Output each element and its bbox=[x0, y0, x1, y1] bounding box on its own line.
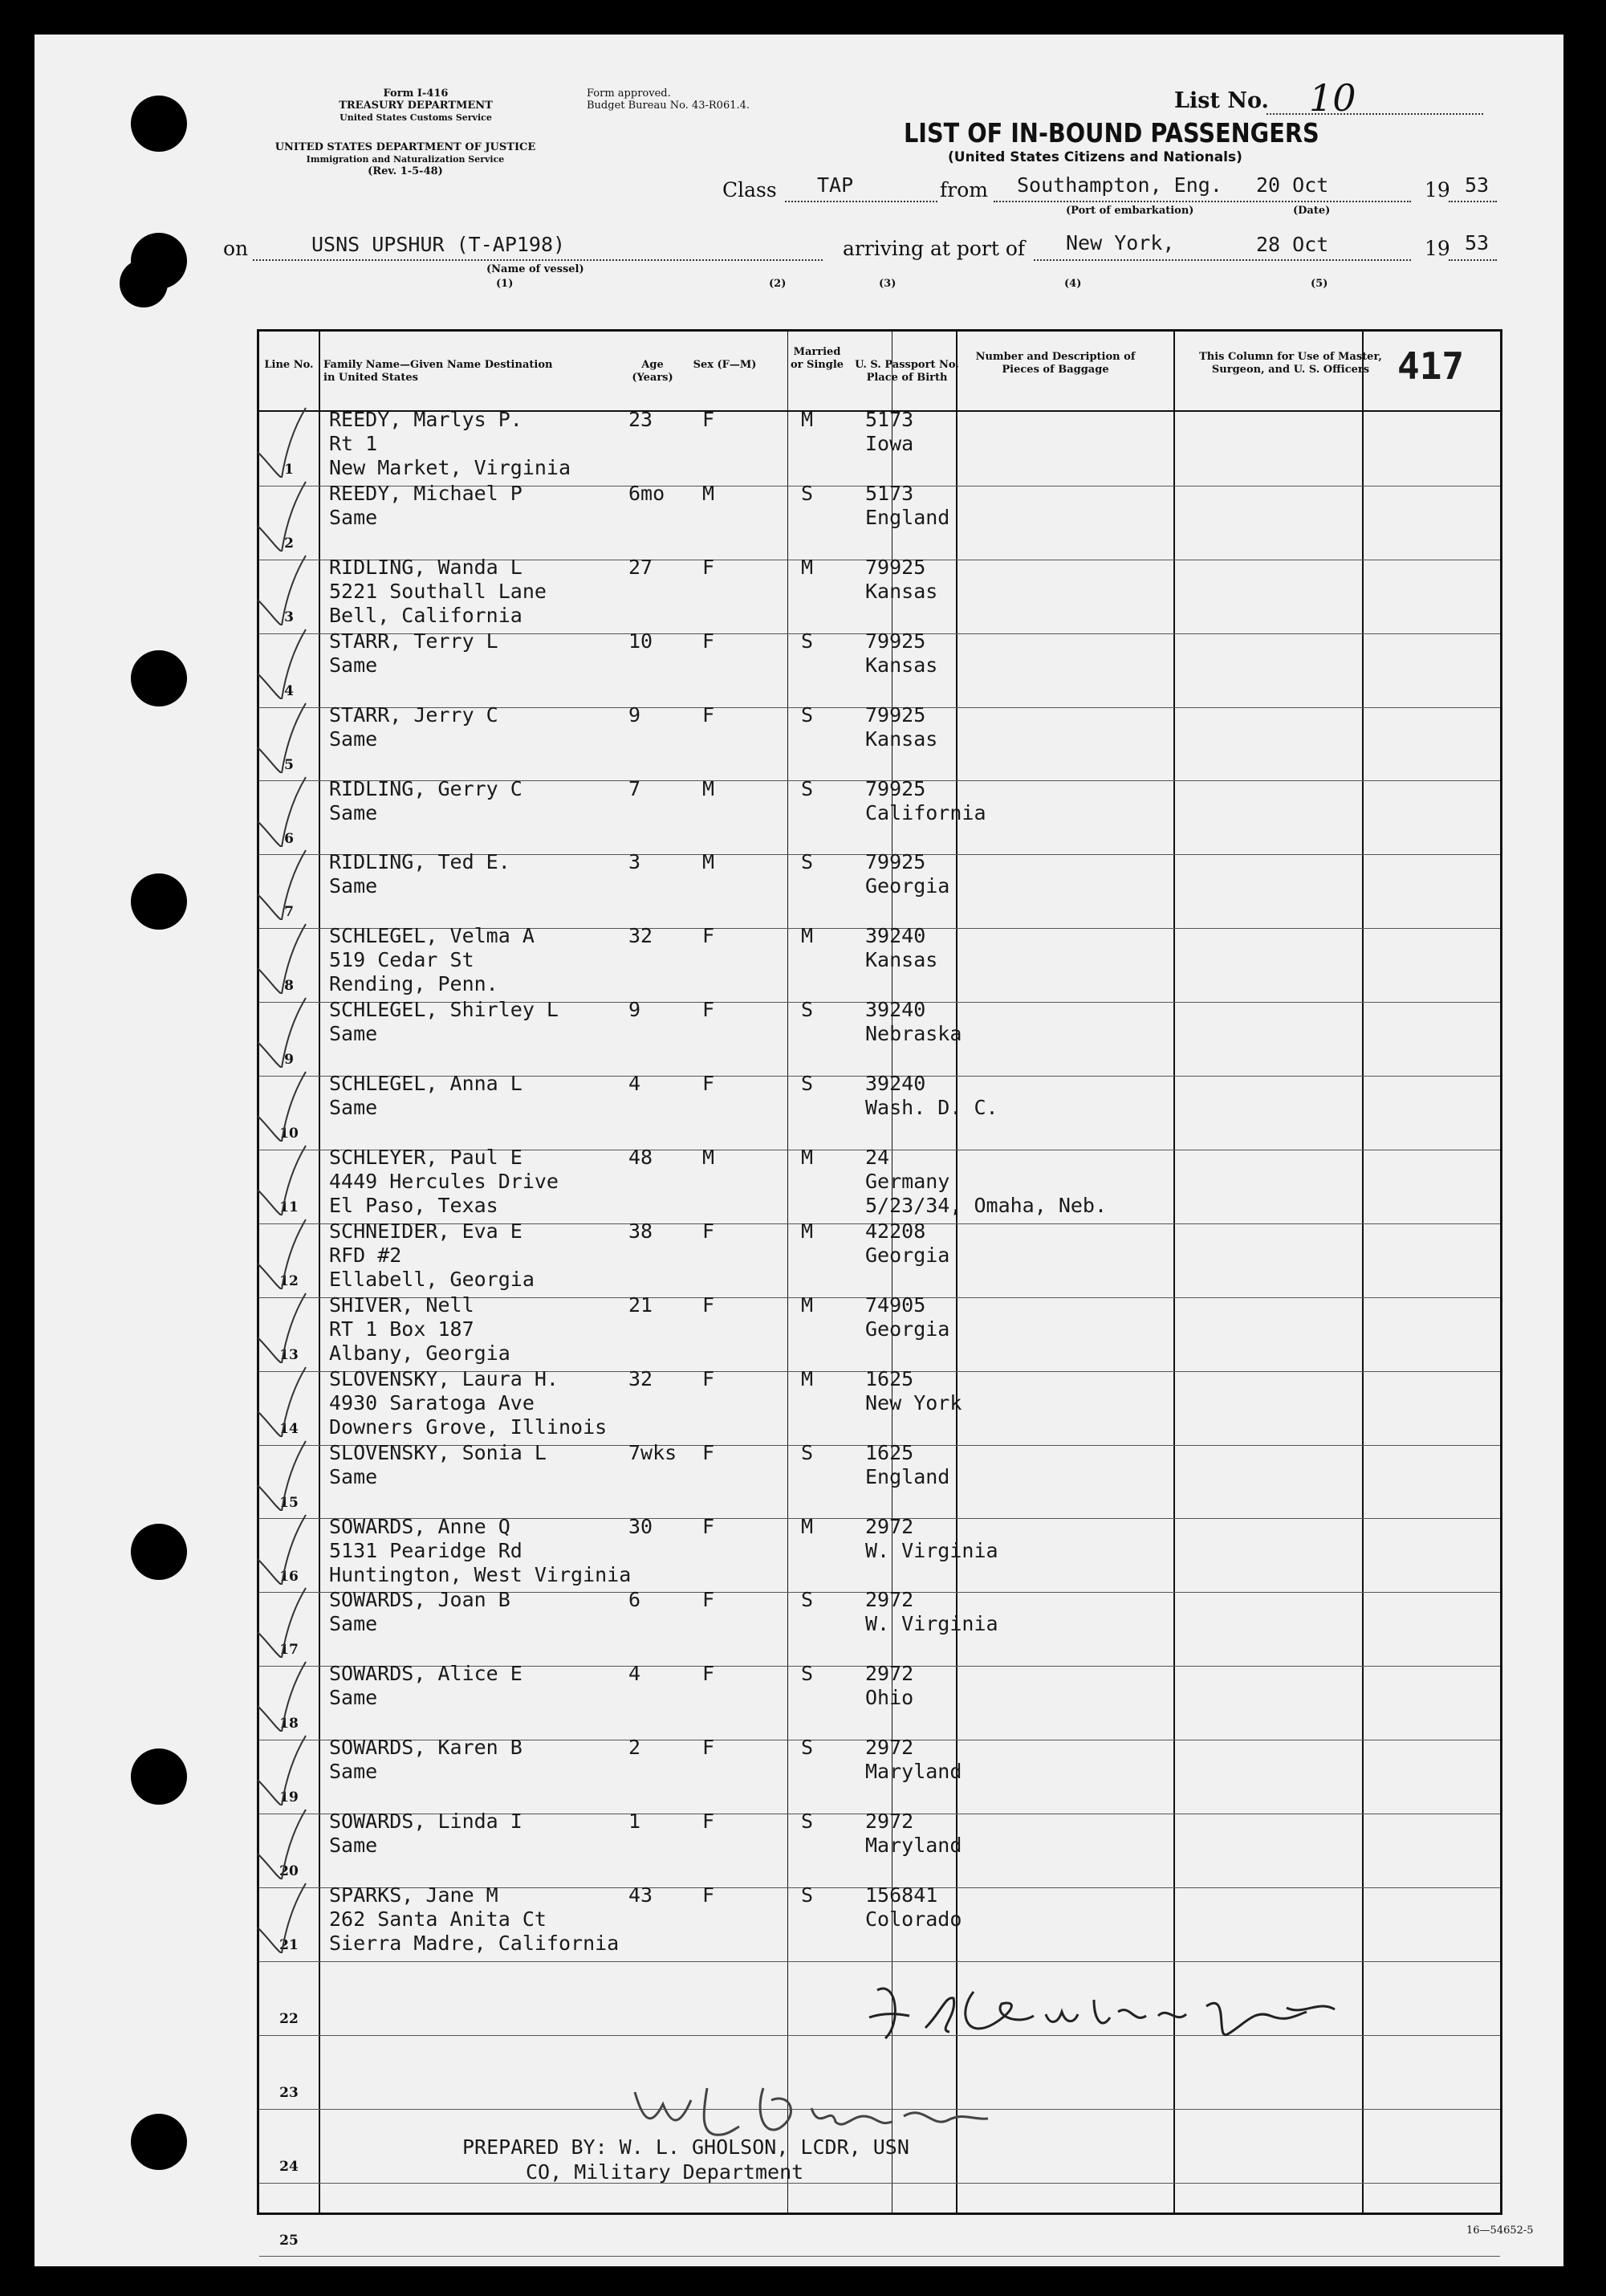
passenger-age: 27 bbox=[628, 555, 653, 579]
passenger-name: SOWARDS, Karen B bbox=[329, 1736, 522, 1760]
arriving-label: arriving at port of bbox=[843, 237, 1026, 260]
punch-hole bbox=[131, 2114, 187, 2170]
row-line-number: 8 bbox=[284, 978, 294, 995]
place-of-birth: England bbox=[865, 1464, 950, 1488]
passenger-name: REEDY, Marlys P. bbox=[329, 408, 522, 431]
check-mark-icon bbox=[250, 478, 314, 552]
passenger-age: 10 bbox=[628, 629, 653, 653]
passenger-name: RIDLING, Gerry C bbox=[329, 776, 522, 800]
passport-number: 39240 bbox=[865, 924, 926, 948]
passport-number: 2972 bbox=[865, 1514, 914, 1538]
marital-status: S bbox=[801, 629, 814, 653]
marital-status: M bbox=[801, 1293, 814, 1317]
passenger-sex: F bbox=[702, 408, 715, 431]
passenger-sex: F bbox=[702, 1662, 715, 1686]
place-of-birth: Kansas bbox=[865, 948, 938, 972]
passenger-address: Same bbox=[329, 1760, 378, 1784]
check-mark-icon bbox=[250, 1142, 314, 1215]
passenger-address: Same bbox=[329, 505, 378, 529]
passenger-address: RFD #2 bbox=[329, 1243, 402, 1267]
passenger-sex: F bbox=[702, 1219, 715, 1243]
passenger-address: Rt 1 bbox=[329, 432, 378, 455]
passenger-name: SOWARDS, Linda I bbox=[329, 1810, 522, 1834]
embarkation-port: Southampton, Eng. bbox=[1017, 173, 1222, 197]
passenger-age: 48 bbox=[628, 1146, 653, 1169]
form-number: Form I-416 bbox=[383, 88, 449, 100]
place-of-birth: Georgia bbox=[865, 1243, 950, 1267]
passport-number: 79925 bbox=[865, 629, 926, 653]
table-row bbox=[259, 1588, 1500, 1666]
passenger-sex: F bbox=[702, 1072, 715, 1096]
check-mark-icon bbox=[250, 404, 314, 478]
table-row bbox=[259, 776, 1500, 855]
passenger-name: SCHLEGEL, Velma A bbox=[329, 924, 535, 948]
passenger-age: 21 bbox=[628, 1293, 653, 1317]
header-passport-birthplace: U. S. Passport No. Place of Birth bbox=[855, 359, 959, 384]
passenger-city: Ellabell, Georgia bbox=[329, 1267, 535, 1291]
col-num-4: (4) bbox=[1064, 278, 1082, 290]
passenger-age: 9 bbox=[628, 998, 641, 1022]
passport-number: 1625 bbox=[865, 1440, 914, 1464]
check-mark-icon bbox=[250, 1363, 314, 1437]
check-mark-icon bbox=[250, 699, 314, 773]
budget-bureau: Budget Bureau No. 43-R061.4. bbox=[587, 100, 750, 112]
page-title: LIST OF IN-BOUND PASSENGERS bbox=[904, 117, 1319, 149]
passenger-city: Bell, California bbox=[329, 603, 522, 627]
from-label: from bbox=[940, 178, 988, 202]
class-value: TAP bbox=[817, 173, 854, 197]
row-line-number: 19 bbox=[279, 1789, 299, 1806]
passenger-name: RIDLING, Wanda L bbox=[329, 555, 522, 579]
passenger-sex: M bbox=[702, 481, 715, 505]
row-line-number: 5 bbox=[284, 756, 294, 773]
passenger-city: El Paso, Texas bbox=[329, 1194, 498, 1217]
row-line-number: 15 bbox=[279, 1494, 299, 1511]
row-line-number: 9 bbox=[284, 1052, 294, 1069]
place-of-birth: Nebraska bbox=[865, 1022, 962, 1046]
passport-number: 5173 bbox=[865, 481, 914, 505]
passenger-age: 4 bbox=[628, 1072, 641, 1096]
passenger-sex: F bbox=[702, 1514, 715, 1538]
passenger-city: Sierra Madre, California bbox=[329, 1932, 620, 1955]
passenger-sex: F bbox=[702, 1588, 715, 1612]
embarkation-year: 53 bbox=[1465, 173, 1490, 197]
passport-number: 79925 bbox=[865, 850, 926, 874]
passenger-city: Albany, Georgia bbox=[329, 1341, 510, 1365]
prepared-by: PREPARED BY: W. L. GHOLSON, LCDR, USN bbox=[462, 2135, 909, 2159]
col-num-5: (5) bbox=[1311, 278, 1328, 290]
passport-number: 2972 bbox=[865, 1662, 914, 1686]
arrival-date: 28 Oct bbox=[1256, 233, 1329, 256]
passenger-sex: F bbox=[702, 1736, 715, 1760]
row-line-number: 3 bbox=[284, 609, 294, 625]
department-of-justice: UNITED STATES DEPARTMENT OF JUSTICE bbox=[274, 141, 536, 153]
manifest-page bbox=[35, 35, 1563, 2266]
row-line-number: 22 bbox=[279, 2010, 299, 2027]
passenger-sex: F bbox=[702, 555, 715, 579]
passport-number: 2972 bbox=[865, 1736, 914, 1760]
passenger-age: 43 bbox=[628, 1883, 653, 1907]
passenger-name: SHIVER, Nell bbox=[329, 1293, 474, 1317]
table-row bbox=[259, 1072, 1500, 1150]
marital-status: S bbox=[801, 1588, 814, 1612]
passenger-address: 5131 Pearidge Rd bbox=[329, 1538, 522, 1562]
header-officers-use: This Column for Use of Master, Surgeon, and U. S. Officers bbox=[1199, 351, 1382, 376]
passenger-address: Same bbox=[329, 1096, 378, 1120]
place-of-birth: England bbox=[865, 505, 950, 529]
page-subtitle: (United States Citizens and Nationals) bbox=[948, 149, 1242, 165]
passenger-sex: F bbox=[702, 924, 715, 948]
row-line-number: 2 bbox=[284, 535, 294, 552]
place-of-birth: Maryland bbox=[865, 1760, 962, 1784]
punch-hole bbox=[120, 259, 168, 307]
passenger-name: SCHLEGEL, Anna L bbox=[329, 1072, 522, 1096]
row-line-number: 11 bbox=[279, 1199, 299, 1215]
list-number: 10 bbox=[1309, 76, 1356, 120]
passenger-sex: F bbox=[702, 1366, 715, 1390]
passenger-address: 5221 Southall Lane bbox=[329, 579, 547, 603]
marital-status: S bbox=[801, 1810, 814, 1834]
officer-signature bbox=[853, 1968, 1351, 2056]
punch-hole bbox=[131, 650, 187, 706]
table-row bbox=[259, 998, 1500, 1076]
check-mark-icon bbox=[250, 1658, 314, 1732]
table-row bbox=[259, 1219, 1500, 1297]
passenger-age: 32 bbox=[628, 924, 653, 948]
check-mark-icon bbox=[250, 773, 314, 847]
passport-number: 39240 bbox=[865, 998, 926, 1022]
embarkation-date: 20 Oct bbox=[1256, 173, 1329, 197]
marital-status: S bbox=[801, 1072, 814, 1096]
table-row bbox=[259, 629, 1500, 707]
marital-status: S bbox=[801, 850, 814, 874]
passport-number: 39240 bbox=[865, 1072, 926, 1096]
passenger-address: 4449 Hercules Drive bbox=[329, 1170, 559, 1193]
table-row bbox=[259, 1883, 1500, 1961]
passenger-age: 6 bbox=[628, 1588, 641, 1612]
passenger-address: Same bbox=[329, 653, 378, 677]
marital-status: S bbox=[801, 998, 814, 1022]
table-row bbox=[259, 481, 1500, 560]
row-line-number: 7 bbox=[284, 904, 294, 921]
place-of-birth: Georgia bbox=[865, 874, 950, 898]
table-row bbox=[259, 702, 1500, 781]
passenger-name: STARR, Terry L bbox=[329, 629, 498, 653]
passport-number: 2972 bbox=[865, 1588, 914, 1612]
place-of-birth: Georgia bbox=[865, 1317, 950, 1341]
check-mark-icon bbox=[250, 625, 314, 699]
row-line-number: 14 bbox=[279, 1420, 299, 1437]
check-mark-icon bbox=[250, 1879, 314, 1953]
row-line-number: 1 bbox=[284, 462, 294, 478]
passenger-age: 2 bbox=[628, 1736, 641, 1760]
check-mark-icon bbox=[250, 1584, 314, 1658]
table-row bbox=[259, 1366, 1500, 1445]
passenger-sex: F bbox=[702, 998, 715, 1022]
passenger-address: Same bbox=[329, 1464, 378, 1488]
punch-hole bbox=[131, 873, 187, 930]
col-num-1: (1) bbox=[496, 278, 514, 290]
passenger-sex: F bbox=[702, 1440, 715, 1464]
table-row bbox=[259, 1293, 1500, 1371]
row-line-number: 18 bbox=[279, 1716, 299, 1732]
punch-hole bbox=[131, 96, 187, 152]
col-num-2: (2) bbox=[769, 278, 787, 290]
passenger-sex: F bbox=[702, 1293, 715, 1317]
naturalization-note: 5/23/34, Omaha, Neb. bbox=[865, 1194, 1108, 1217]
row-line-number: 13 bbox=[279, 1346, 299, 1363]
marital-status: S bbox=[801, 1883, 814, 1907]
row-line-number: 23 bbox=[279, 2084, 299, 2101]
row-line-number: 25 bbox=[279, 2232, 299, 2249]
marital-status: M bbox=[801, 1146, 814, 1169]
check-mark-icon bbox=[250, 1215, 314, 1289]
passenger-age: 3 bbox=[628, 850, 641, 874]
passenger-sex: F bbox=[702, 1883, 715, 1907]
vessel-caption: (Name of vessel) bbox=[486, 263, 584, 275]
passenger-name: SLOVENSKY, Laura H. bbox=[329, 1366, 559, 1390]
table-row bbox=[259, 555, 1500, 633]
passenger-address: Same bbox=[329, 1612, 378, 1636]
table-row bbox=[259, 408, 1500, 486]
check-mark-icon bbox=[250, 1068, 314, 1142]
table-row bbox=[259, 1662, 1500, 1740]
form-approved: Form approved. bbox=[587, 88, 671, 100]
marital-status: M bbox=[801, 1366, 814, 1390]
place-of-birth: Kansas bbox=[865, 653, 938, 677]
passport-number: 79925 bbox=[865, 555, 926, 579]
row-line-number: 4 bbox=[284, 682, 294, 699]
marital-status: M bbox=[801, 408, 814, 431]
arrival-port: New York, bbox=[1066, 231, 1175, 254]
place-of-birth: California bbox=[865, 800, 986, 824]
marital-status: S bbox=[801, 481, 814, 505]
passport-number: 1625 bbox=[865, 1366, 914, 1390]
place-of-birth: Maryland bbox=[865, 1834, 962, 1858]
passenger-age: 38 bbox=[628, 1219, 653, 1243]
on-label: on bbox=[223, 237, 249, 260]
vessel-name: USNS UPSHUR (T-AP198) bbox=[311, 233, 566, 256]
passenger-address: RT 1 Box 187 bbox=[329, 1317, 474, 1341]
check-mark-icon bbox=[250, 846, 314, 920]
year-prefix: 19 bbox=[1425, 237, 1450, 260]
place-of-birth: Colorado bbox=[865, 1907, 962, 1931]
punch-hole bbox=[131, 1524, 187, 1580]
row-line-number: 16 bbox=[279, 1568, 299, 1585]
col-num-3: (3) bbox=[879, 278, 897, 290]
passenger-name: SOWARDS, Joan B bbox=[329, 1588, 510, 1612]
header-sex: Sex (F—M) bbox=[693, 359, 757, 371]
passenger-address: 4930 Saratoga Ave bbox=[329, 1390, 535, 1415]
passport-number: 24 bbox=[865, 1146, 890, 1169]
prepared-by-department: CO, Military Department bbox=[526, 2160, 804, 2184]
revision-date: (Rev. 1-5-48) bbox=[368, 165, 443, 177]
passenger-sex: F bbox=[702, 629, 715, 653]
passenger-address: Same bbox=[329, 1834, 378, 1858]
passenger-name: REEDY, Michael P bbox=[329, 481, 522, 505]
passenger-name: SCHLEYER, Paul E bbox=[329, 1146, 522, 1169]
port-of-embarkation-caption: (Port of embarkation) bbox=[1066, 205, 1194, 217]
row-line-number: 6 bbox=[284, 830, 294, 847]
passenger-age: 9 bbox=[628, 702, 641, 727]
passport-number: 2972 bbox=[865, 1810, 914, 1834]
passenger-sex: F bbox=[702, 702, 715, 727]
passenger-name: STARR, Jerry C bbox=[329, 702, 498, 727]
page-stamp: 417 bbox=[1397, 344, 1465, 388]
place-of-birth: W. Virginia bbox=[865, 1612, 998, 1636]
row-line-number: 20 bbox=[279, 1863, 299, 1880]
place-of-birth: Germany bbox=[865, 1170, 950, 1193]
passenger-city: New Market, Virginia bbox=[329, 456, 571, 479]
passenger-name: SLOVENSKY, Sonia L bbox=[329, 1440, 547, 1464]
passenger-age: 7 bbox=[628, 776, 641, 800]
list-no-label: List No. bbox=[1174, 88, 1269, 113]
place-of-birth: Kansas bbox=[865, 727, 938, 751]
passenger-address: Same bbox=[329, 874, 378, 898]
table-row bbox=[259, 850, 1500, 928]
class-label: Class bbox=[722, 178, 777, 202]
header-line-no: Line No. bbox=[264, 359, 314, 371]
check-mark-icon bbox=[250, 1805, 314, 1879]
passenger-city: Huntington, West Virginia bbox=[329, 1562, 632, 1586]
passenger-name: SCHLEGEL, Shirley L bbox=[329, 998, 559, 1022]
passenger-address: 519 Cedar St bbox=[329, 948, 474, 972]
passenger-age: 32 bbox=[628, 1366, 653, 1390]
place-of-birth: Kansas bbox=[865, 579, 938, 603]
passenger-age: 6mo bbox=[628, 481, 665, 505]
header-baggage: Number and Description of Pieces of Baggage bbox=[975, 351, 1136, 376]
passenger-city: Downers Grove, Illinois bbox=[329, 1415, 608, 1439]
marital-status: M bbox=[801, 924, 814, 948]
passenger-address: 262 Santa Anita Ct bbox=[329, 1907, 547, 1931]
passenger-sex: M bbox=[702, 776, 715, 800]
passenger-name: RIDLING, Ted E. bbox=[329, 850, 510, 874]
marital-status: S bbox=[801, 1736, 814, 1760]
passenger-name: SPARKS, Jane M bbox=[329, 1883, 498, 1907]
treasury-department: TREASURY DEPARTMENT bbox=[339, 100, 493, 112]
place-of-birth: W. Virginia bbox=[865, 1538, 998, 1562]
table-row bbox=[259, 1810, 1500, 1887]
table-row bbox=[259, 1146, 1500, 1223]
date-caption: (Date) bbox=[1293, 205, 1331, 217]
marital-status: S bbox=[801, 702, 814, 727]
check-mark-icon bbox=[250, 1511, 314, 1585]
passenger-age: 23 bbox=[628, 408, 653, 431]
marital-status: S bbox=[801, 776, 814, 800]
check-mark-icon bbox=[250, 1437, 314, 1511]
year-prefix: 19 bbox=[1425, 178, 1450, 202]
passport-number: 74905 bbox=[865, 1293, 926, 1317]
passport-number: 79925 bbox=[865, 776, 926, 800]
row-line-number: 24 bbox=[279, 2158, 299, 2175]
passenger-age: 1 bbox=[628, 1810, 641, 1834]
passenger-sex: M bbox=[702, 850, 715, 874]
place-of-birth: Wash. D. C. bbox=[865, 1096, 998, 1120]
ins-service: Immigration and Naturalization Service bbox=[306, 154, 505, 165]
place-of-birth: New York bbox=[865, 1390, 962, 1415]
passenger-sex: F bbox=[702, 1810, 715, 1834]
marital-status: S bbox=[801, 1662, 814, 1686]
customs-service: United States Customs Service bbox=[339, 112, 492, 123]
header-name-destination: Family Name—Given Name Destination in United States bbox=[323, 359, 553, 384]
marital-status: S bbox=[801, 1440, 814, 1464]
check-mark-icon bbox=[250, 552, 314, 625]
footer-code: 16—54652-5 bbox=[1466, 2225, 1534, 2237]
table-row bbox=[259, 924, 1500, 1002]
table-row bbox=[259, 2183, 1500, 2257]
table-row bbox=[259, 1514, 1500, 1593]
row-line-number: 10 bbox=[279, 1126, 299, 1142]
header-age: Age (Years) bbox=[632, 359, 673, 384]
passenger-name: SOWARDS, Alice E bbox=[329, 1662, 522, 1686]
row-line-number: 12 bbox=[279, 1272, 299, 1289]
passenger-age: 4 bbox=[628, 1662, 641, 1686]
passenger-address: Same bbox=[329, 1022, 378, 1046]
passenger-age: 30 bbox=[628, 1514, 653, 1538]
passenger-address: Same bbox=[329, 800, 378, 824]
passenger-address: Same bbox=[329, 1686, 378, 1710]
header-married-single: Married or Single bbox=[790, 346, 844, 371]
passenger-address: Same bbox=[329, 727, 378, 751]
passenger-sex: M bbox=[702, 1146, 715, 1169]
passport-number: 79925 bbox=[865, 702, 926, 727]
passenger-name: SOWARDS, Anne Q bbox=[329, 1514, 510, 1538]
place-of-birth: Iowa bbox=[865, 432, 914, 455]
passport-number: 5173 bbox=[865, 408, 914, 431]
passport-number: 156841 bbox=[865, 1883, 938, 1907]
punch-hole bbox=[131, 1748, 187, 1805]
marital-status: M bbox=[801, 1219, 814, 1243]
passenger-city: Rending, Penn. bbox=[329, 972, 498, 996]
row-line-number: 21 bbox=[279, 1937, 299, 1953]
row-line-number: 17 bbox=[279, 1642, 299, 1659]
passport-number: 42208 bbox=[865, 1219, 926, 1243]
check-mark-icon bbox=[250, 994, 314, 1068]
table-row bbox=[259, 1736, 1500, 1814]
check-mark-icon bbox=[250, 1289, 314, 1363]
marital-status: M bbox=[801, 555, 814, 579]
arrival-year: 53 bbox=[1465, 231, 1490, 254]
check-mark-icon bbox=[250, 920, 314, 994]
passenger-name: SCHNEIDER, Eva E bbox=[329, 1219, 522, 1243]
check-mark-icon bbox=[250, 1732, 314, 1805]
table-row bbox=[259, 1440, 1500, 1519]
place-of-birth: Ohio bbox=[865, 1686, 914, 1710]
marital-status: M bbox=[801, 1514, 814, 1538]
passenger-age: 7wks bbox=[628, 1440, 677, 1464]
